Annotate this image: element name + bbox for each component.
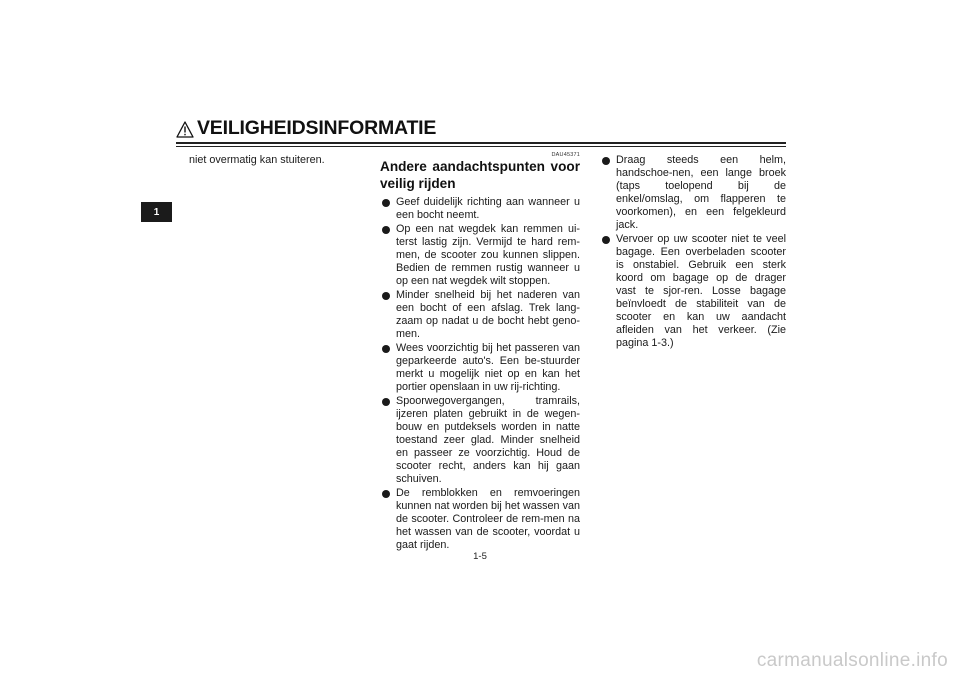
continued-text: niet overmatig kan stuiteren. — [189, 154, 325, 166]
safety-tips-list — [380, 196, 580, 552]
list-item: Draag steeds een helm, handschoe-nen, een lange broek (taps toelopend bij de enkel/omslag, om flapperen te voorkomen), en een felgekleurd jack. — [600, 154, 786, 232]
bullet-icon — [602, 157, 610, 165]
page-number: 1-5 — [473, 551, 487, 562]
list-item: Op een nat wegdek kan remmen ui-terst lastig zijn. Vermijd te hard rem-men, de scooter zou kunnen slippen. Bedien de remmen rustig wanneer u op een nat wegdek wilt stoppen. — [380, 223, 580, 288]
column-1 — [189, 150, 359, 167]
column-3 — [600, 150, 786, 351]
bullet-icon — [382, 490, 390, 498]
watermark: carmanualsonline.info — [756, 650, 948, 671]
page-header — [176, 118, 786, 142]
bullet-icon — [382, 199, 390, 207]
list-item: Minder snelheid bij het naderen van een bocht of een afslag. Trek lang-zaam op nadat u de bocht hebt geno-men. — [380, 289, 580, 341]
list-item: Vervoer op uw scooter niet te veel bagage. Een overbeladen scooter is onstabiel. Gebruik een sterk koord om bagage op de drager vast te sjor-ren. Losse bagage beïnvloedt de stabiliteit van de scooter en kan uw aandacht afleiden van het verkeer. (Zie pagina 1-3.) — [600, 233, 786, 350]
column-2 — [380, 150, 580, 553]
bullet-icon — [382, 345, 390, 353]
header-rule — [176, 142, 786, 144]
list-item: De remblokken en remvoeringen kunnen nat worden bij het wassen van de scooter. Controleer de rem-men na het wassen van de scooter, voordat u gaat rijden. — [380, 487, 580, 552]
page-title: VEILIGHEIDSINFORMATIE — [197, 117, 437, 139]
list-item: Wees voorzichtig bij het passeren van geparkeerde auto's. Een be-stuurder merkt u mogelijk niet op en kan het portier openslaan in uw rij-richting. — [380, 342, 580, 394]
warning-triangle-icon — [176, 121, 194, 138]
bullet-icon — [602, 236, 610, 244]
safety-tips-list-continued — [600, 154, 786, 350]
section-heading: Andere aandachtspunten voor veilig rijden — [380, 159, 580, 191]
list-item: Spoorwegovergangen, tramrails, ijzeren platen gebruikt in de wegen-bouw en putdeksels worden in natte toestand zeer glad. Minder snelheid en passeer ze voorzichtig. Houd de scooter recht, anders kan hij gaan schuiven. — [380, 395, 580, 486]
chapter-tab: 1 — [141, 202, 172, 222]
doc-code: DAU45371 — [551, 152, 580, 158]
header-rule-thin — [176, 146, 786, 147]
bullet-icon — [382, 292, 390, 300]
bullet-icon — [382, 398, 390, 406]
list-item: Geef duidelijk richting aan wanneer u een bocht neemt. — [380, 196, 580, 222]
bullet-icon — [382, 226, 390, 234]
